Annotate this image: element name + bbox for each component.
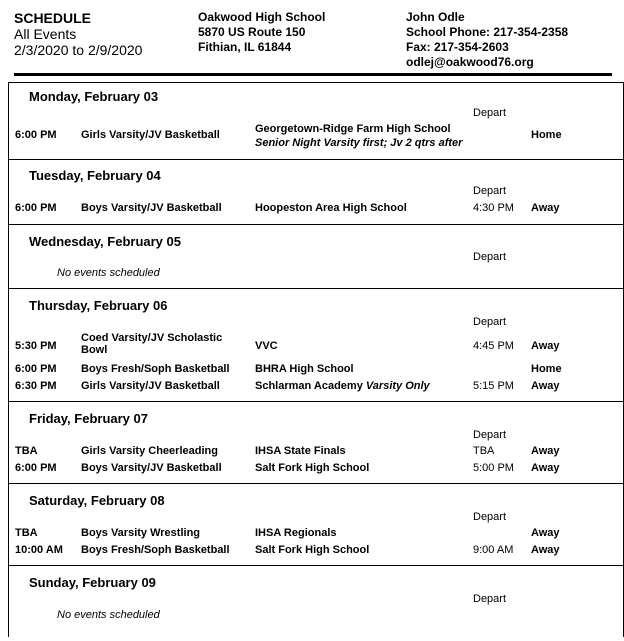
event-depart-time: TBA bbox=[473, 445, 495, 457]
event-depart-time: 4:30 PM bbox=[473, 202, 514, 214]
event-location: Away bbox=[531, 202, 560, 214]
event-depart-time: 4:45 PM bbox=[473, 340, 514, 352]
event-name: Girls Varsity Cheerleading bbox=[81, 445, 218, 457]
event-opponent: Georgetown-Ridge Farm High School bbox=[255, 123, 451, 135]
depart-header: Depart bbox=[473, 251, 507, 263]
day-section bbox=[9, 159, 623, 225]
depart-header: Depart bbox=[473, 316, 507, 328]
schedule-subtitle: All Events bbox=[14, 26, 77, 42]
address-line2: Fithian, IL 61844 bbox=[198, 40, 292, 54]
event-name: Girls Varsity/JV Basketball bbox=[81, 129, 220, 141]
date-range: 2/3/2020 to 2/9/2020 bbox=[14, 42, 143, 58]
depart-header: Depart bbox=[473, 429, 507, 441]
header-divider bbox=[14, 73, 612, 76]
day-heading: Friday, February 07 bbox=[29, 411, 148, 426]
schedule-title: SCHEDULE bbox=[14, 10, 92, 26]
event-opponent: Hoopeston Area High School bbox=[255, 202, 407, 214]
event-time: 6:00 PM bbox=[15, 202, 57, 214]
day-heading: Tuesday, February 04 bbox=[29, 168, 161, 183]
contact-email[interactable]: odlej@oakwood76.org bbox=[406, 55, 534, 69]
day-heading: Sunday, February 09 bbox=[29, 575, 156, 590]
event-location: Home bbox=[531, 129, 562, 141]
event-depart-time: 5:15 PM bbox=[473, 380, 514, 392]
event-name: Coed Varsity/JV Scholastic Bowl bbox=[81, 332, 223, 356]
event-location: Away bbox=[531, 340, 560, 352]
event-location: Away bbox=[531, 380, 560, 392]
event-name: Boys Varsity/JV Basketball bbox=[81, 202, 222, 214]
day-heading: Monday, February 03 bbox=[29, 89, 159, 104]
event-name: Girls Varsity/JV Basketball bbox=[81, 380, 220, 392]
event-name: Boys Varsity Wrestling bbox=[81, 527, 201, 539]
event-time: 6:00 PM bbox=[15, 363, 57, 375]
event-opponent: BHRA High School bbox=[255, 363, 354, 375]
day-section bbox=[9, 483, 623, 566]
event-time: 6:00 PM bbox=[15, 129, 57, 141]
event-time: 6:30 PM bbox=[15, 380, 57, 392]
event-time: 6:00 PM bbox=[15, 462, 57, 474]
event-opponent: VVC bbox=[255, 340, 278, 352]
event-name: Boys Fresh/Soph Basketball bbox=[81, 363, 230, 375]
day-section bbox=[9, 224, 623, 289]
depart-header: Depart bbox=[473, 593, 507, 605]
no-events-message: No events scheduled bbox=[57, 267, 160, 279]
event-location: Home bbox=[531, 363, 562, 375]
address-line1: 5870 US Route 150 bbox=[198, 25, 306, 39]
event-opponent: IHSA State Finals bbox=[255, 445, 346, 457]
day-section bbox=[9, 401, 623, 484]
event-time: TBA bbox=[15, 527, 38, 539]
depart-header: Depart bbox=[473, 511, 507, 523]
event-name: Boys Varsity/JV Basketball bbox=[81, 462, 222, 474]
event-location: Away bbox=[531, 462, 560, 474]
event-location: Away bbox=[531, 445, 560, 457]
day-heading: Saturday, February 08 bbox=[29, 493, 165, 508]
event-opponent-cell bbox=[255, 380, 430, 392]
event-note: Senior Night Varsity first; Jv 2 qtrs after bbox=[255, 137, 463, 149]
event-note: Varsity Only bbox=[365, 380, 430, 392]
event-opponent: Salt Fork High School bbox=[255, 544, 370, 556]
school-info bbox=[198, 10, 325, 55]
event-depart-time: 9:00 AM bbox=[473, 544, 514, 556]
day-heading: Thursday, February 06 bbox=[29, 298, 168, 313]
contact-info bbox=[406, 10, 568, 70]
day-section bbox=[9, 288, 623, 402]
schedule-header bbox=[14, 10, 142, 58]
school-fax: Fax: 217-354-2603 bbox=[406, 40, 509, 54]
schedule-table bbox=[8, 82, 624, 637]
event-name: Boys Fresh/Soph Basketball bbox=[81, 544, 230, 556]
event-time: 10:00 AM bbox=[15, 544, 63, 556]
no-events-message: No events scheduled bbox=[57, 609, 160, 621]
school-phone: School Phone: 217-354-2358 bbox=[406, 25, 569, 39]
day-section bbox=[9, 83, 623, 159]
event-depart-time: 5:00 PM bbox=[473, 462, 514, 474]
event-location: Away bbox=[531, 527, 560, 539]
depart-header: Depart bbox=[473, 107, 507, 119]
day-heading: Wednesday, February 05 bbox=[29, 234, 181, 249]
depart-header: Depart bbox=[473, 185, 507, 197]
event-time: TBA bbox=[15, 445, 38, 457]
event-opponent: Salt Fork High School bbox=[255, 462, 370, 474]
event-location: Away bbox=[531, 544, 560, 556]
event-time: 5:30 PM bbox=[15, 340, 57, 352]
event-opponent: IHSA Regionals bbox=[255, 527, 337, 539]
contact-name: John Odle bbox=[406, 10, 465, 24]
event-opponent: Schlarman Academy bbox=[255, 380, 363, 392]
school-name: Oakwood High School bbox=[198, 10, 326, 24]
day-section bbox=[9, 565, 623, 636]
